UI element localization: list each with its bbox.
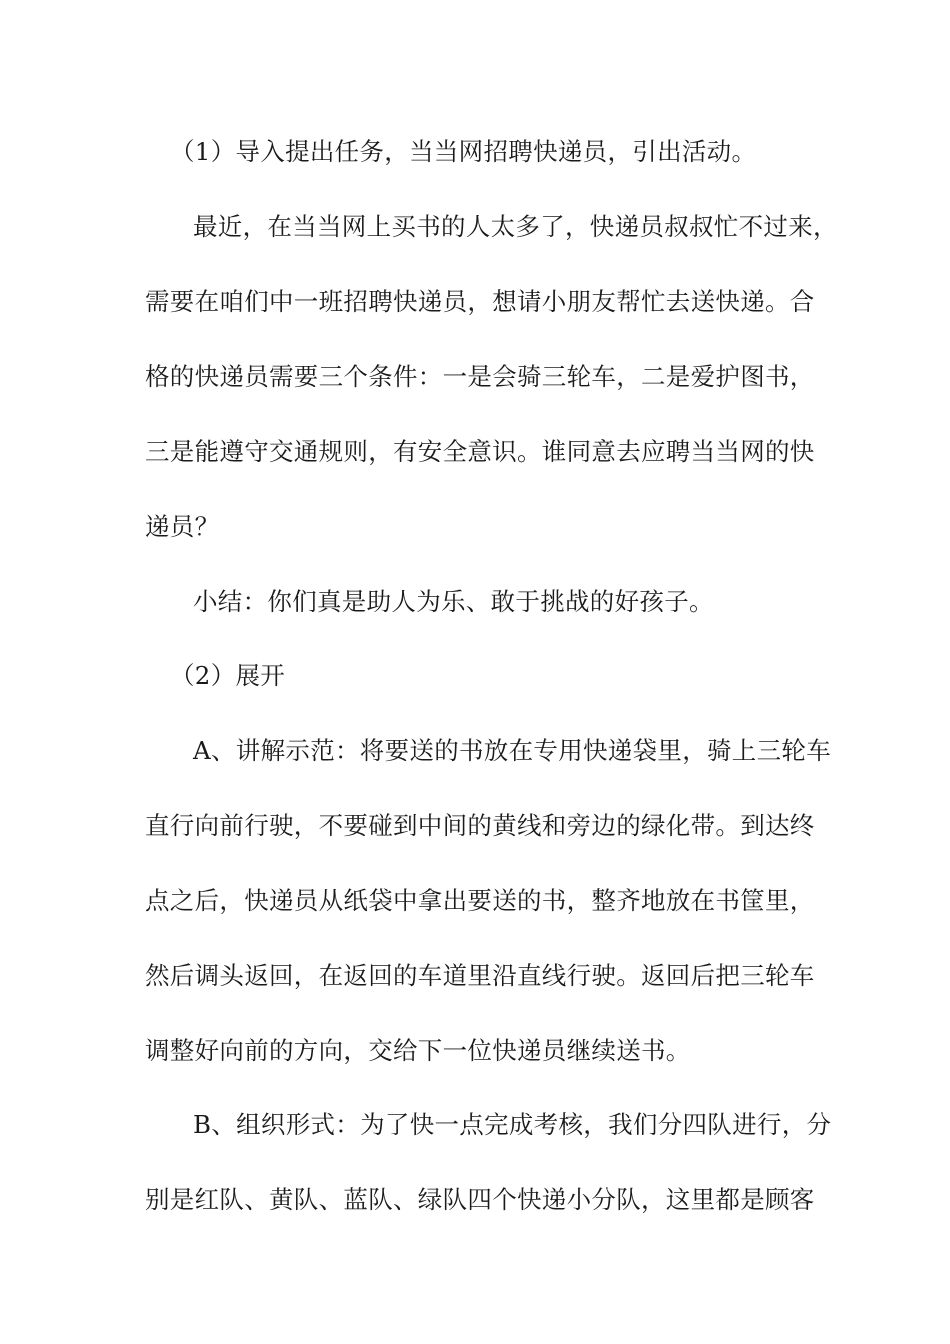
paragraph-line: 格的快递员需要三个条件：一是会骑三轮车，二是爱护图书， bbox=[145, 362, 815, 391]
paragraph-line: 需要在咱们中一班招聘快递员，想请小朋友帮忙去送快递。合 bbox=[145, 287, 815, 316]
summary-line: 小结：你们真是助人为乐、敢于挑战的好孩子。 bbox=[193, 587, 714, 616]
paragraph-line: 直行向前行驶，不要碰到中间的黄线和旁边的绿化带。到达终 bbox=[145, 811, 815, 840]
paragraph-line: 递员？ bbox=[145, 512, 220, 541]
paragraph-line: A、讲解示范：将要送的书放在专用快递袋里，骑上三轮车 bbox=[193, 736, 831, 765]
paragraph-line: 调整好向前的方向，交给下一位快递员继续送书。 bbox=[145, 1036, 691, 1065]
paragraph-line: 三是能遵守交通规则，有安全意识。谁同意去应聘当当网的快 bbox=[145, 437, 815, 466]
paragraph-line: 点之后，快递员从纸袋中拿出要送的书，整齐地放在书筐里， bbox=[145, 886, 815, 915]
section-heading-2: （2）展开 bbox=[170, 661, 286, 690]
paragraph-line: 最近，在当当网上买书的人太多了，快递员叔叔忙不过来， bbox=[193, 212, 838, 241]
section-heading-1: （1）导入提出任务，当当网招聘快递员，引出活动。 bbox=[170, 137, 757, 166]
paragraph-line: B、组织形式：为了快一点完成考核，我们分四队进行，分 bbox=[193, 1110, 832, 1139]
paragraph-line: 然后调头返回，在返回的车道里沿直线行驶。返回后把三轮车 bbox=[145, 961, 815, 990]
paragraph-line: 别是红队、黄队、蓝队、绿队四个快递小分队，这里都是顾客 bbox=[145, 1185, 815, 1214]
